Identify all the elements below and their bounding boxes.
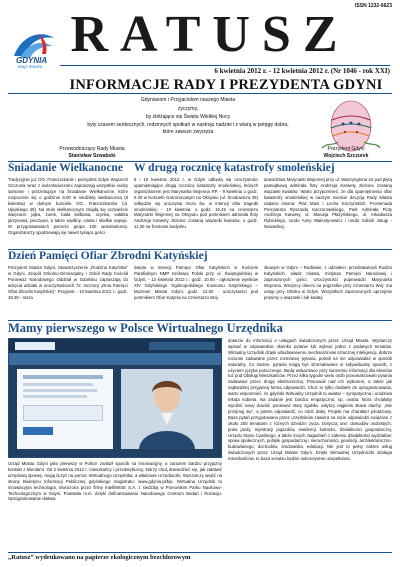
katyn-heading: Dzień Pamięci Ofiar Zbrodni Katyńskiej [8,250,208,262]
smolensk-article-continued: dowództwa Marynarki Wojennej przy ul. Waszyngtona 44 pod płytą pamiątkową admirała floty Andrzeja Karwety złożone zostaną wiązanki kwiatów. Warto przypomnieć, że dla upamiętnienia ofiar katastrofy smoleńskiej w naszym mieście decyzją Rady Miasta nadano imiona: Plac Marii i Lecha Kaczyńskich, Promenada Prezydenta Ryszarda Kaczorowskiego, Park Admirała Floty Andrzeja Karwety, ul. Macieja Płażyńskiego, ul. Arkadiusza Rybickiego, rondo Anny Walentynowicz i rondo Izabeli Jarugi - Nowackiej. [264,177,392,230]
greeting-line: były czasem serdecznych, rodzinnych spotkań w nastroju nadziei i z wiarą w potęgę dobra, [87,121,289,128]
issue-date: 6 kwietnia 2012 r. - 12 kwietnia 2012 r. (Nr 1046 - rok XXI) [214,67,390,75]
signature-right [296,146,396,159]
easter-egg-illustration [318,98,384,152]
signature-name: Wojciech Szczurek [323,152,369,159]
masthead-title: RATUSZ [70,6,350,63]
signature-role: Prezydent Gdyni [327,146,365,152]
breakfast-heading: Śniadanie Wielkanocne [8,162,123,174]
virtual-clerk-article-left: Urząd Miasta Gdyni jako pierwszy w Polsce znalazł sposób na innowacyjny, a zarazem bardzo przyjazny kontakt z klientami. Od 2 kwietnia 2012 r. mieszkańcy i przedsiębiorcy, którzy chcą dowiedzieć się, jak załatwić urzędową sprawę, mogą liczyć na pomoc Wirtualnego Urzędnika, a właściwie Urzędniczki. Wyszarczy wejść na stronę Biuletynu Informacji Publicznej gdyńskiego magistratu: www.gdynia.pl/bip. Wirtualna Urzędnik to innowacyjna technologia, stworzona przez firmę IntelliWISE S.A. z siedzibą w Pomorskim Parku Naukowo-Technologicznym w Gdyni. Powstała m.in. dzięki dofinansowaniu Narodowego Centrum Badań i Rozwoju. Oprogramowanie ułatwia [8,461,222,502]
logo-subtext: moje miasto [18,65,43,70]
smolensk-article: 9 i 10 kwietnia 2012 r. w Gdyni odbędą się uroczystości upamiętniające drugą rocznicę katastrofy smoleńskiej, których organizatorem jest Marynarka Wojenna RP. - 9 kwietnia o godz. 9.30 w Kościele Garnizonowym na Oksywiu (ul. Śmidowicza 45) odbędzie się uroczysta msza św. w intencji ofiar tragedii smoleńskiej; - 10 kwietnia: o godz. 10.45 na cmentarzu Marynarki Wojennej na Oksywiu pod pomnikiem admirała floty Andrzeja Karwety złożone zostaną wiązanki kwiatów; o godz. 11.30 na frontonie budynku [134,177,258,230]
greeting-line: które zawsze zwycięża [162,129,214,136]
virtual-clerk-article-right: dotarcie do informacji o usługach świadczonych przez Urząd Miasta. Wystarczy wpisać w odpowiednie okienko pytanie lub wybrać jedno z podanych tematów. Wirtualny Urzędnik dzięki wbudowanemu mechanizmowi sztucznej inteligencji, dobrze rozumie zadawane przez rozmówcę pytania, potrafi na nie odpowiadać w sposób naturalny. Co istotne, pytania mogą być sformułowane w indywidualny sposób, z użyciem języka potocznego. Będą wskazówce przy tworzeniu informacji dla klientów tuż pod Obsługi Mieszkańców. Przez kilka tygodni wielu osób przeanalizowało pytania zadawane przez drogę elektroniczną. Pracowali nad ich wyborem, a także jak najbardziej przyjazną formą odpowiedzi. Choć to tylko dodatek do oprogramowania, warto wspomnieć, że gdyński Wirtualny Urzędnik to awatar – sympatyczna i urodziwa młoda kobieta. Na zadanie jest bardzo empatyczna, np. osoba, która chciałaby wyrobić nowy dowód, ponieważ stary zgubiła, usłyszy najpierw słowa otuchy: „Nie przejmuj się”, a potem odpowiedź, co robić dalej. Projekt ma charakter pilotażowy. Baza pytań przygotowana przez urzędników zawiera na razie odpowiedzi związane z około 200 tematami z różnych dziedzin życia. Dotyczą one: dowodów osobistych, praw jazdy, rejestracji pojazdów, ewidencji ludności, działalności gospodarczej, Urzędu Stanu Cywilnego, a także innych zagadnień z zakresu działalności wydziałów: spraw społecznych, polityki gospodarczej i nieruchomości, geodezji, architektoniczno-budowlanego, dochodów, środowiska, edukacji. Nie jest to pełny zakres usług świadczonych przez Urząd Miasta Gdyni. Dzięki Wirtualnej Urzędniczki obsługa mieszkańców, to baza serwisu będzie sukcesywnie uzupełniana. [228,338,392,462]
greeting-line: życzymy, [177,105,199,112]
virtual-clerk-heading: Mamy pierwszego w Polsce Wirtualnego Urzędnika [8,321,283,335]
signature-role: Przewodniczący Rady Miasta [59,146,125,152]
logo-text: GDYNIA [16,56,48,65]
virtual-clerk-screenshot [8,338,222,458]
easter-greeting [60,97,316,137]
masthead-subtitle: INFORMACJE RADY I PREZYDENTA GDYNI [69,77,383,93]
gdynia-logo [8,28,60,72]
signature-name: Stanisław Szwabski [68,152,116,159]
breakfast-article: Tradycyjnie już OO. Franciszkanie i prezydent Gdyni Wojciech Szczurek wraz z wolontariuszami zapraszają wszystkie osoby samotne i potrzebujące na Śniadanie Wielkanocne, które rozpocznie się o godzinie 8.00 w niedzielę wielkanocną (8 kwietnia) w dolnym kościele OO. Franciszkanów (ul. Ujejskiego 40). Na stole wielkanocnym znajdą się oczywiście święcone: jajka, żurek, biała kiełbasa, szynka, sałatka jarzynowa, pieczywo, a także wędliny, ciasta i słodkie napoje. W przygotowaniach pomoże grupa 100 wolontariuszy. Organizatorzy spodziewają się nawet tysiąca gości. [8,177,128,236]
greeting-line: by zbliżające się Święta Wielkiej Nocy [145,114,231,121]
katyn-article-col1: Prezydent Miasta Gdyni, Stowarzyszenie „Rodzina Katyńska” w Gdyni, Zespół Szkolno-Gimnazjalny i Szkół Rady Kościół Ponieważ Narodowego Oddział w Gdańsku zapraszają do wzięcia udziału w uroczystościach 72. rocznicy „Dnia Pamięci Ofiar Zbrodni Katyńskiej”. Program: - 10 kwietnia 2012 r., godz. 18.30 - msza [8,265,128,300]
issn: ISSN 1232-6623 [355,3,392,9]
footer-note: „Ratusz” wydrukowano na papierze ekologicznym bezchlorowym [8,554,191,561]
greeting-line: Gdynianom i Przyjaciołom naszego Miasta [140,97,236,103]
signature-left [22,146,162,159]
katyn-article-col3: skowym w Gdyni – Redłowie, z udziałem: przedstawicieli Rodzin Katyńskich, władz miasta, Instytutu Pamięci Narodowej i zaproszonych gości. Uroczystości poprowadzi Marynarka Wojenna. Wszyscy obecni na pogrzebie przy Cmentarzu Woj- ma ustęp przy Orlisku w Gdyni. Wszystkich zaproszonych uprzejmie prosimy o wiązanki i lub kwiaty. [264,265,392,300]
katyn-article-col2: święta w intencji Pamięci Ofiar Katyńskich w Kościele Parafialnym NMP Królowej Polski przy ul. Świętojańskiej w Gdyni; - 13 kwietnia 2012 r.: godz. 10.00 - ogłoszenie wyników XIV Gdyńskiego Ogólnopolskiego Konkursu Katyńskiego – Muzeum Miasta Gdyni; godz. 12.00 - uroczystości pod pomnikiem Ofiar Katynia na Cmentarzu Woj- [134,265,258,300]
smolensk-heading: W drugą rocznicę katastrofy smoleńskiej [134,162,335,174]
